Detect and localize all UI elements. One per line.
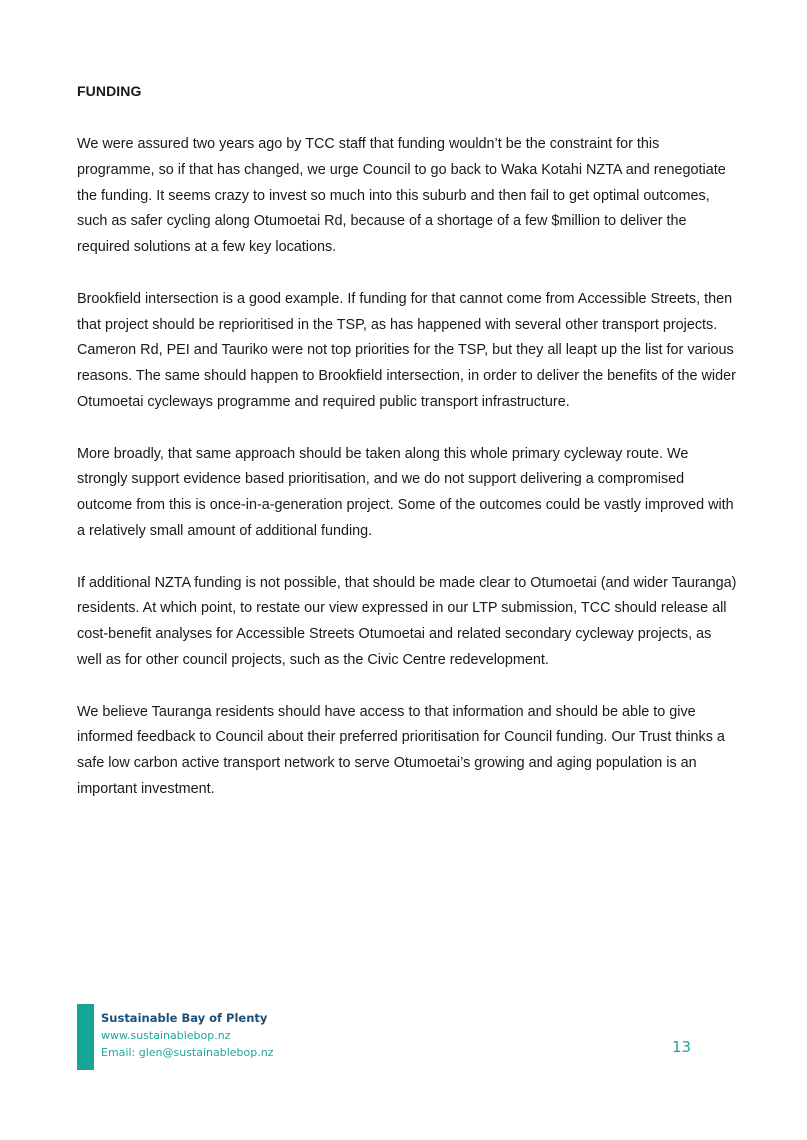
paragraph-funding-assurance: We were assured two years ago by TCC staff that funding wouldn’t be the constraint for this programme, so if that has changed, we urge Council to go back to Waka Kotahi NZTA and renegotiate the funding. It seems crazy to invest so much into this suburb and then fail to get optimal outcomes, such as safer cycling along Otumoetai Rd, because of a shortage of a few $million to deliver the required solutions at a few key locations. (77, 136, 726, 256)
paragraph-nzta-funding: If additional NZTA funding is not possible, that should be made clear to Otumoetai (and wider Tauranga) residents. At which point, to restate our view expressed in our LTP submission, TCC should release all cost-benefit analyses for Accessible Streets Otumoetai and related secondary cycleway projects, as well as for other council projects, such as the Civic Centre redevelopment. (77, 574, 737, 668)
footer-email-link[interactable]: Email: glen@sustainablebop.nz (101, 1046, 274, 1059)
body-text (77, 132, 737, 829)
paragraph-residents-access: We believe Tauranga residents should have access to that information and should be able to give informed feedback to Council about their preferred prioritisation for Council funding. Our Trust thinks a safe low carbon active transport network to serve Otumoetai’s growing and aging population is an important investment. (77, 703, 725, 797)
paragraph-primary-cycleway: More broadly, that same approach should be taken along this whole primary cycleway route. We strongly support evidence based prioritisation, and we do not support delivering a compromised outcome from this is once-in-a-generation project. Some of the outcomes could be vastly improved with a relatively small amount of additional funding. (77, 445, 734, 539)
footer-website-link[interactable]: www.sustainablebop.nz (101, 1029, 231, 1042)
section-heading: FUNDING (77, 83, 142, 99)
paragraph-brookfield-intersection: Brookfield intersection is a good example. If funding for that cannot come from Accessible Streets, then that project should be reprioritised in the TSP, as has happened with several other transport projects. Cameron Rd, PEI and Tauriko were not top priorities for the TSP, but they all leapt up the list for various reasons. The same should happen to Brookfield intersection, in order to deliver the benefits of the wider Otumoetai cycleways programme and required public transport infrastructure. (77, 290, 736, 410)
footer-accent-bar (77, 1004, 94, 1070)
page-number: 13 (672, 1038, 692, 1056)
footer-org-name: Sustainable Bay of Plenty (101, 1011, 268, 1025)
